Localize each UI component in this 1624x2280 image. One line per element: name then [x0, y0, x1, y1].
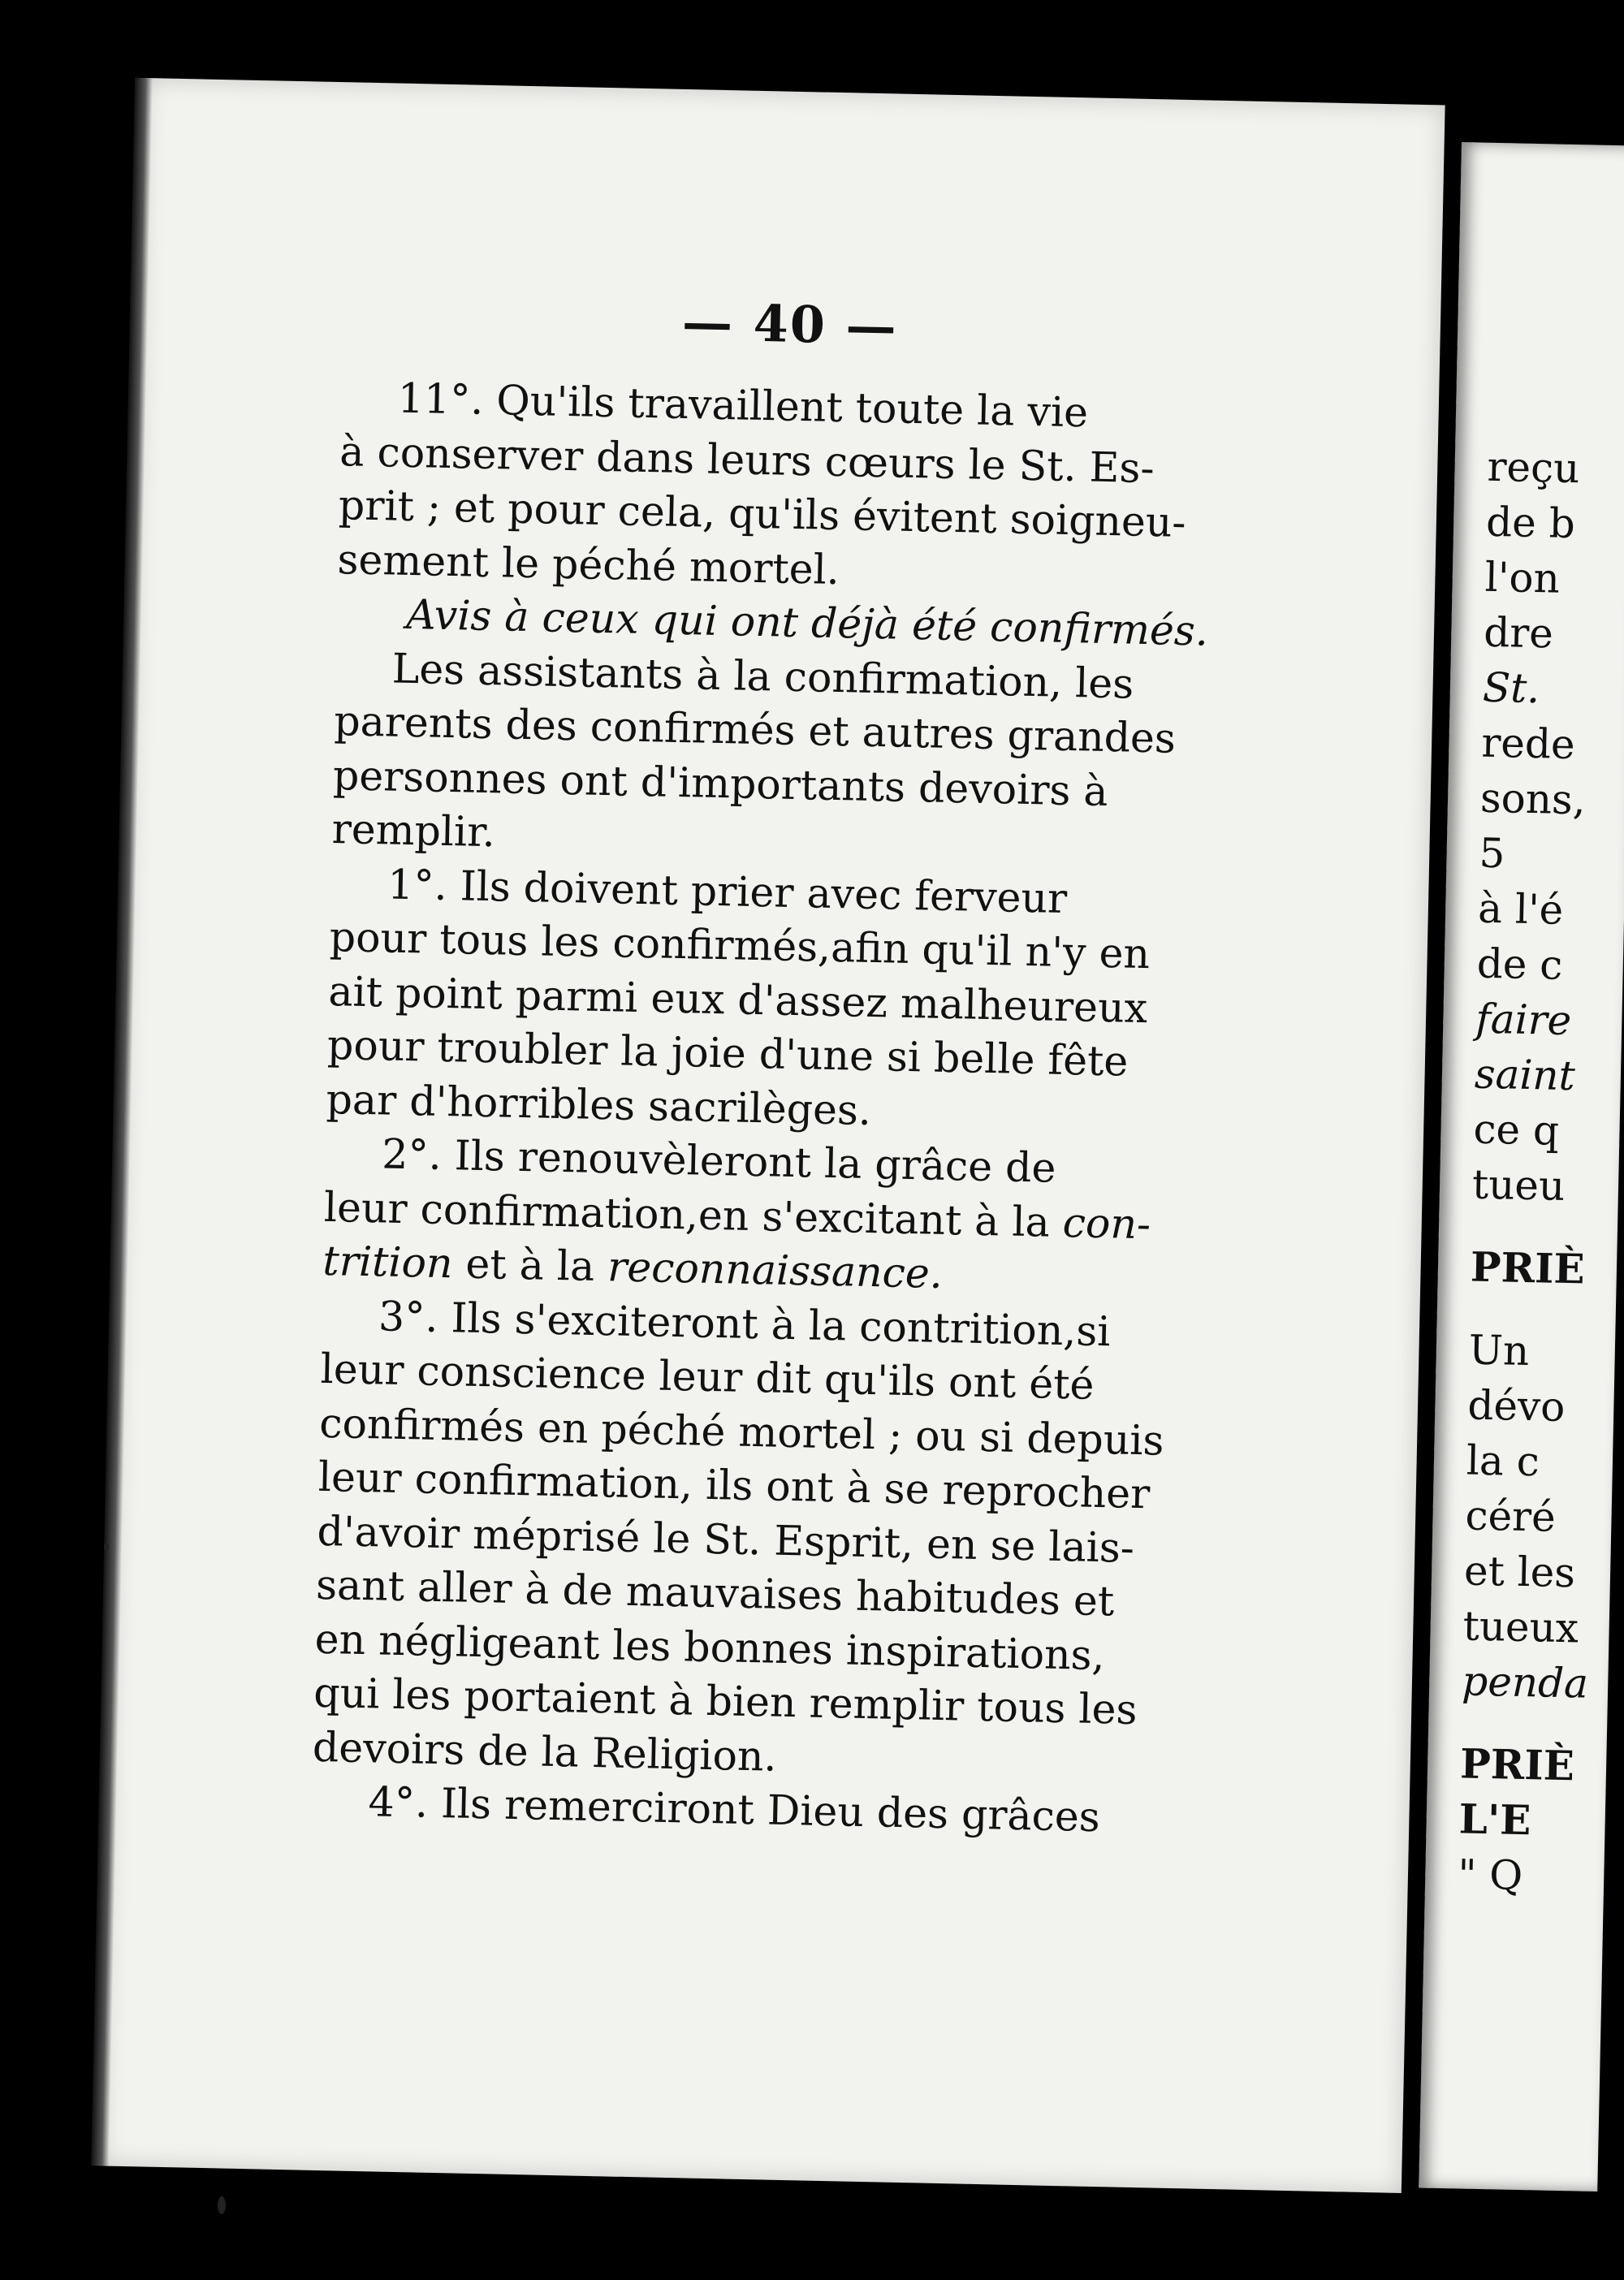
item-1 — [326, 857, 1273, 1146]
text-line: confirmés en péché mortel ; ou si depuis — [318, 1398, 1165, 1465]
text-line: reçu — [1487, 443, 1580, 493]
text-line: l'on — [1484, 553, 1561, 602]
text-line: dévo — [1466, 1381, 1566, 1431]
item-2 — [322, 1126, 1268, 1308]
scan-speck — [218, 2196, 226, 2214]
text-line: rede — [1480, 719, 1576, 769]
text-line: " Q — [1457, 1850, 1523, 1900]
text-line: saint — [1474, 1050, 1576, 1100]
text-line: de c — [1476, 939, 1563, 989]
text-line: 1°. Ils doivent prier avec ferveur — [387, 859, 1068, 922]
text-line: pour tous les confirmés,afin qu'il n'y en — [329, 913, 1151, 978]
text-line: en négligeant les bonnes inspirations, — [314, 1614, 1106, 1679]
text-line: Les assistants à la confirmation, les — [391, 644, 1134, 708]
text-line: 4°. Ils remerciront Dieu des grâces — [367, 1777, 1101, 1842]
page-number: — 40 — — [681, 291, 899, 356]
text-line: remplir. — [331, 805, 496, 857]
text-line: 5 — [1479, 829, 1506, 878]
intro-paragraph — [331, 641, 1277, 876]
text-line: pour troubler la joie d'une si belle fête — [326, 1020, 1129, 1086]
text-line: et les — [1463, 1547, 1576, 1597]
text-line: par d'horribles sacrilèges. — [326, 1074, 872, 1134]
text-line: à conserver dans leurs cœurs le St. Es- — [339, 426, 1155, 492]
text-line: ce q — [1472, 1105, 1560, 1155]
text-line: tueu — [1471, 1160, 1566, 1210]
text-line: leur conscience leur dit qu'ils ont été — [320, 1344, 1095, 1409]
body-text — [311, 370, 1283, 1847]
text-line: d'avoir méprisé le St. Esprit, en se lais- — [316, 1506, 1135, 1572]
text-line: 2°. Ils renouvèleront la grâce de — [381, 1129, 1056, 1192]
text-line: dre — [1483, 608, 1554, 658]
text-line: à l'é — [1477, 884, 1564, 934]
text-line: 11°. Qu'ils travaillent toute la vie — [397, 374, 1089, 437]
text-line: tueux — [1462, 1602, 1579, 1652]
text-line: PRIÈ — [1459, 1739, 1575, 1790]
item-3 — [312, 1288, 1263, 1794]
text-span: leur confirmation,en s'excitant à la — [323, 1182, 1051, 1246]
text-line: prit ; et pour cela, qu'ils évitent soigneu- — [338, 481, 1187, 546]
text-line: sons, — [1479, 774, 1587, 824]
text-span: et à la — [464, 1239, 595, 1290]
text-line: céré — [1464, 1492, 1557, 1541]
item-11 — [337, 370, 1283, 606]
section-heading: Avis à ceux qui ont déjà été confirmés. — [405, 589, 1209, 655]
text-line: personnes ont d'importants devoirs à — [332, 750, 1109, 815]
text-line: parents des confirmés et autres grandes — [333, 697, 1177, 762]
text-line: devoirs de la Religion. — [312, 1722, 778, 1781]
italic-span: con- — [1062, 1198, 1151, 1248]
text-line: qui les portaient à bien remplir tous les — [313, 1668, 1138, 1734]
spine-shadow — [91, 78, 153, 2166]
right-page-text — [1458, 439, 1624, 1907]
right-page-fragment — [1419, 142, 1624, 2191]
text-line: St. — [1482, 663, 1540, 713]
text-line: la c — [1466, 1436, 1540, 1486]
text-line: ait point parmi eux d'assez malheureux — [327, 966, 1148, 1032]
text-line: de b — [1485, 498, 1576, 548]
text-line: sement le péché mortel. — [337, 534, 840, 594]
text-line: sant aller à de mauvaises habitudes et — [315, 1560, 1115, 1626]
italic-span: trition — [322, 1236, 454, 1288]
text-line: PRIÈ — [1470, 1242, 1586, 1293]
text-line: penda — [1461, 1657, 1589, 1708]
text-line: L'E — [1458, 1794, 1531, 1845]
text-line: Un — [1468, 1326, 1530, 1375]
scan-speck — [104, 1543, 109, 1551]
text-line: faire — [1475, 995, 1572, 1045]
text-line: 3°. Ils s'exciteront à la contrition,si — [378, 1291, 1112, 1355]
text-line: leur confirmation, ils ont à se reprocher — [317, 1452, 1151, 1518]
left-page — [101, 78, 1445, 2193]
italic-span: reconnaissance. — [607, 1242, 944, 1298]
